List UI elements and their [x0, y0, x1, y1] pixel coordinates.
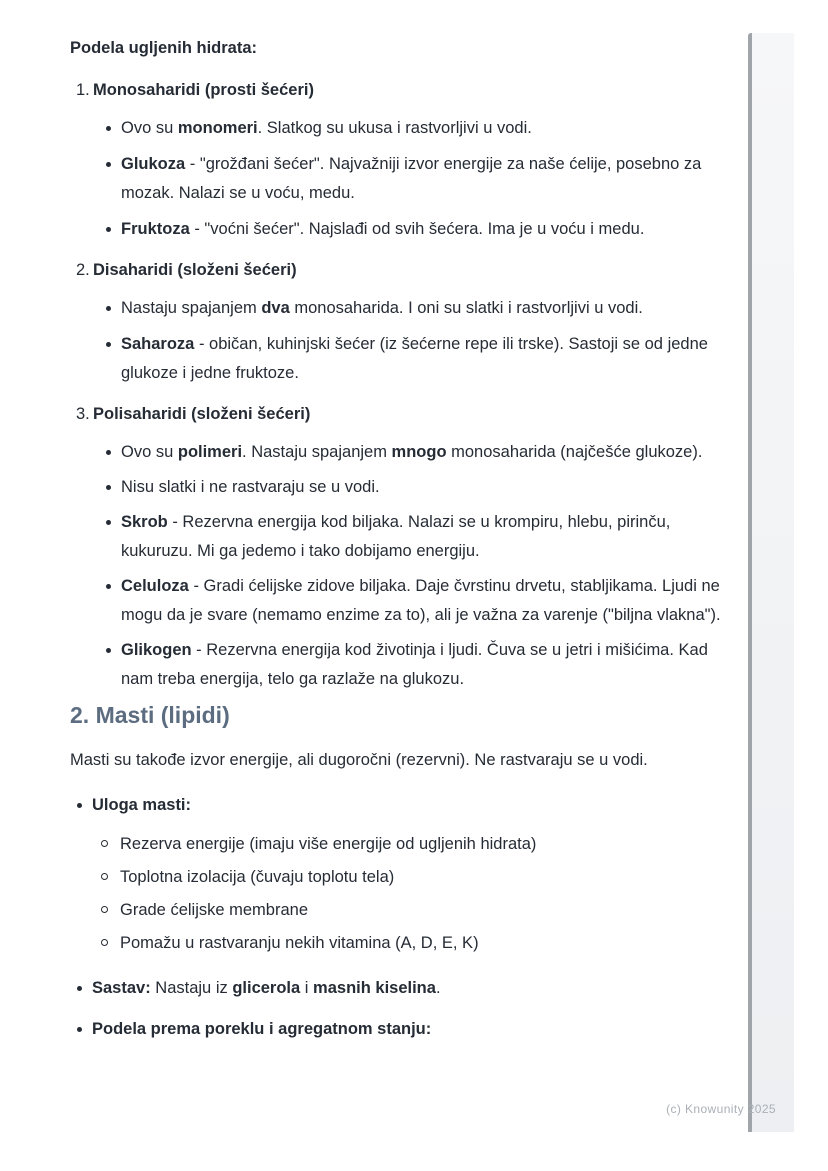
bullet-dot-icon — [106, 584, 111, 589]
bullet-circle-icon — [101, 939, 108, 946]
sub-list-item-text: Rezerva energije (imaju više energije od ugljenih hidrata) — [120, 835, 537, 853]
bullet-dot-icon — [106, 485, 111, 490]
sub-bullet-list — [92, 830, 734, 958]
sub-list-item — [92, 863, 734, 892]
bullet-circle-icon — [101, 840, 108, 847]
list-item-text: Saharoza - običan, kuhinjski šećer (iz šećerne repe ili trske). Sastoji se od jedne glukoze i jedne fruktoze. — [121, 335, 708, 382]
section-number: 1. — [76, 81, 90, 99]
section-title: Polisaharidi (složeni šećeri) — [93, 405, 311, 423]
section-heading — [70, 258, 734, 282]
list-item-text: Glukoza - "grožđani šećer". Najvažniji izvor energije za naše ćelije, posebno za mozak. Nalazi se u voću, medu. — [121, 155, 702, 202]
list-item-text: Ovo su monomeri. Slatkog su ukusa i rastvorljivi u vodi. — [121, 119, 532, 137]
list-item-text: Fruktoza - "voćni šećer". Najslađi od svih šećera. Ima je u voću i medu. — [121, 220, 645, 238]
document-content — [70, 36, 734, 1056]
sub-list-item-text: Toplotna izolacija (čuvaju toplotu tela) — [120, 868, 395, 886]
section-heading — [70, 78, 734, 102]
section-polisaharidi — [70, 402, 734, 694]
list-item-text: Skrob - Rezervna energija kod biljaka. Nalazi se u krompiru, hlebu, pirinču, kukuruzu. Mi ga jedemo i tako dobijamo energiju. — [121, 513, 671, 560]
list-item — [70, 1015, 734, 1044]
section-title: Disaharidi (složeni šećeri) — [93, 261, 297, 279]
section-disaharidi — [70, 258, 734, 388]
fats-intro: Masti su takođe izvor energije, ali dugoročni (rezervni). Ne rastvaraju se u vodi. — [70, 751, 648, 769]
bullet-circle-icon — [101, 873, 108, 880]
bullet-dot-icon — [77, 986, 82, 991]
list-item-text: Celuloza - Gradi ćelijske zidove biljaka. Daje čvrstinu drvetu, stabljikama. Ljudi ne mogu da je svare (nemamo enzime za to), ali je važna za varenje ("biljna vlakna"). — [121, 577, 721, 624]
sub-list-item-text: Pomažu u rastvaranju nekih vitamina (A, D, E, K) — [120, 934, 479, 952]
list-item — [70, 473, 734, 502]
doc-title: Podela ugljenih hidrata: — [70, 39, 258, 57]
bullet-dot-icon — [77, 803, 82, 808]
list-item — [70, 330, 734, 388]
list-item — [70, 215, 734, 244]
list-item — [70, 636, 734, 694]
list-item — [70, 572, 734, 630]
list-item — [70, 150, 734, 208]
bullet-list — [70, 294, 734, 388]
bullet-dot-icon — [106, 162, 111, 167]
section-title: Monosaharidi (prosti šećeri) — [93, 81, 314, 99]
section-number: 2. — [76, 261, 90, 279]
sub-list-item — [92, 929, 734, 958]
list-item-text: Uloga masti: — [92, 796, 192, 814]
sub-list-item — [92, 896, 734, 925]
list-item — [70, 791, 734, 962]
list-item-text: Glikogen - Rezervna energija kod životinja i ljudi. Čuva se u jetri i mišićima. Kad nam treba energija, telo ga razlaže na glukozu. — [121, 641, 708, 688]
list-item — [70, 438, 734, 467]
list-item-text: Nisu slatki i ne rastvaraju se u vodi. — [121, 478, 380, 496]
section-number: 3. — [76, 405, 90, 423]
fats-heading: 2. Masti (lipidi) — [70, 702, 230, 728]
list-item-text: Ovo su polimeri. Nastaju spajanjem mnogo monosaharida (najčešće glukoze). — [121, 443, 703, 461]
list-item — [70, 294, 734, 323]
bullet-list — [70, 438, 734, 694]
bullet-dot-icon — [106, 227, 111, 232]
list-item-body — [92, 791, 734, 962]
bullet-circle-icon — [101, 906, 108, 913]
sub-list-item-text: Grade ćelijske membrane — [120, 901, 308, 919]
bullet-dot-icon — [106, 520, 111, 525]
list-item — [70, 974, 734, 1003]
bullet-dot-icon — [106, 450, 111, 455]
list-item — [70, 114, 734, 143]
bullet-dot-icon — [106, 126, 111, 131]
bullet-dot-icon — [106, 648, 111, 653]
bullet-list — [70, 114, 734, 244]
list-item-text: Nastaju spajanjem dva monosaharida. I oni su slatki i rastvorljivi u vodi. — [121, 299, 643, 317]
fats-bullet-list — [70, 791, 734, 1044]
sub-list-item — [92, 830, 734, 859]
bullet-dot-icon — [106, 342, 111, 347]
list-item-text: Sastav: Nastaju iz glicerola i masnih kiselina. — [92, 979, 441, 997]
next-page-edge — [748, 33, 794, 1132]
list-item-text: Podela prema poreklu i agregatnom stanju: — [92, 1020, 432, 1038]
bullet-dot-icon — [77, 1027, 82, 1032]
list-item — [70, 508, 734, 566]
section-heading — [70, 402, 734, 426]
section-monosaharidi — [70, 78, 734, 244]
copyright-watermark: (c) Knowunity 2025 — [666, 1102, 776, 1116]
bullet-dot-icon — [106, 306, 111, 311]
